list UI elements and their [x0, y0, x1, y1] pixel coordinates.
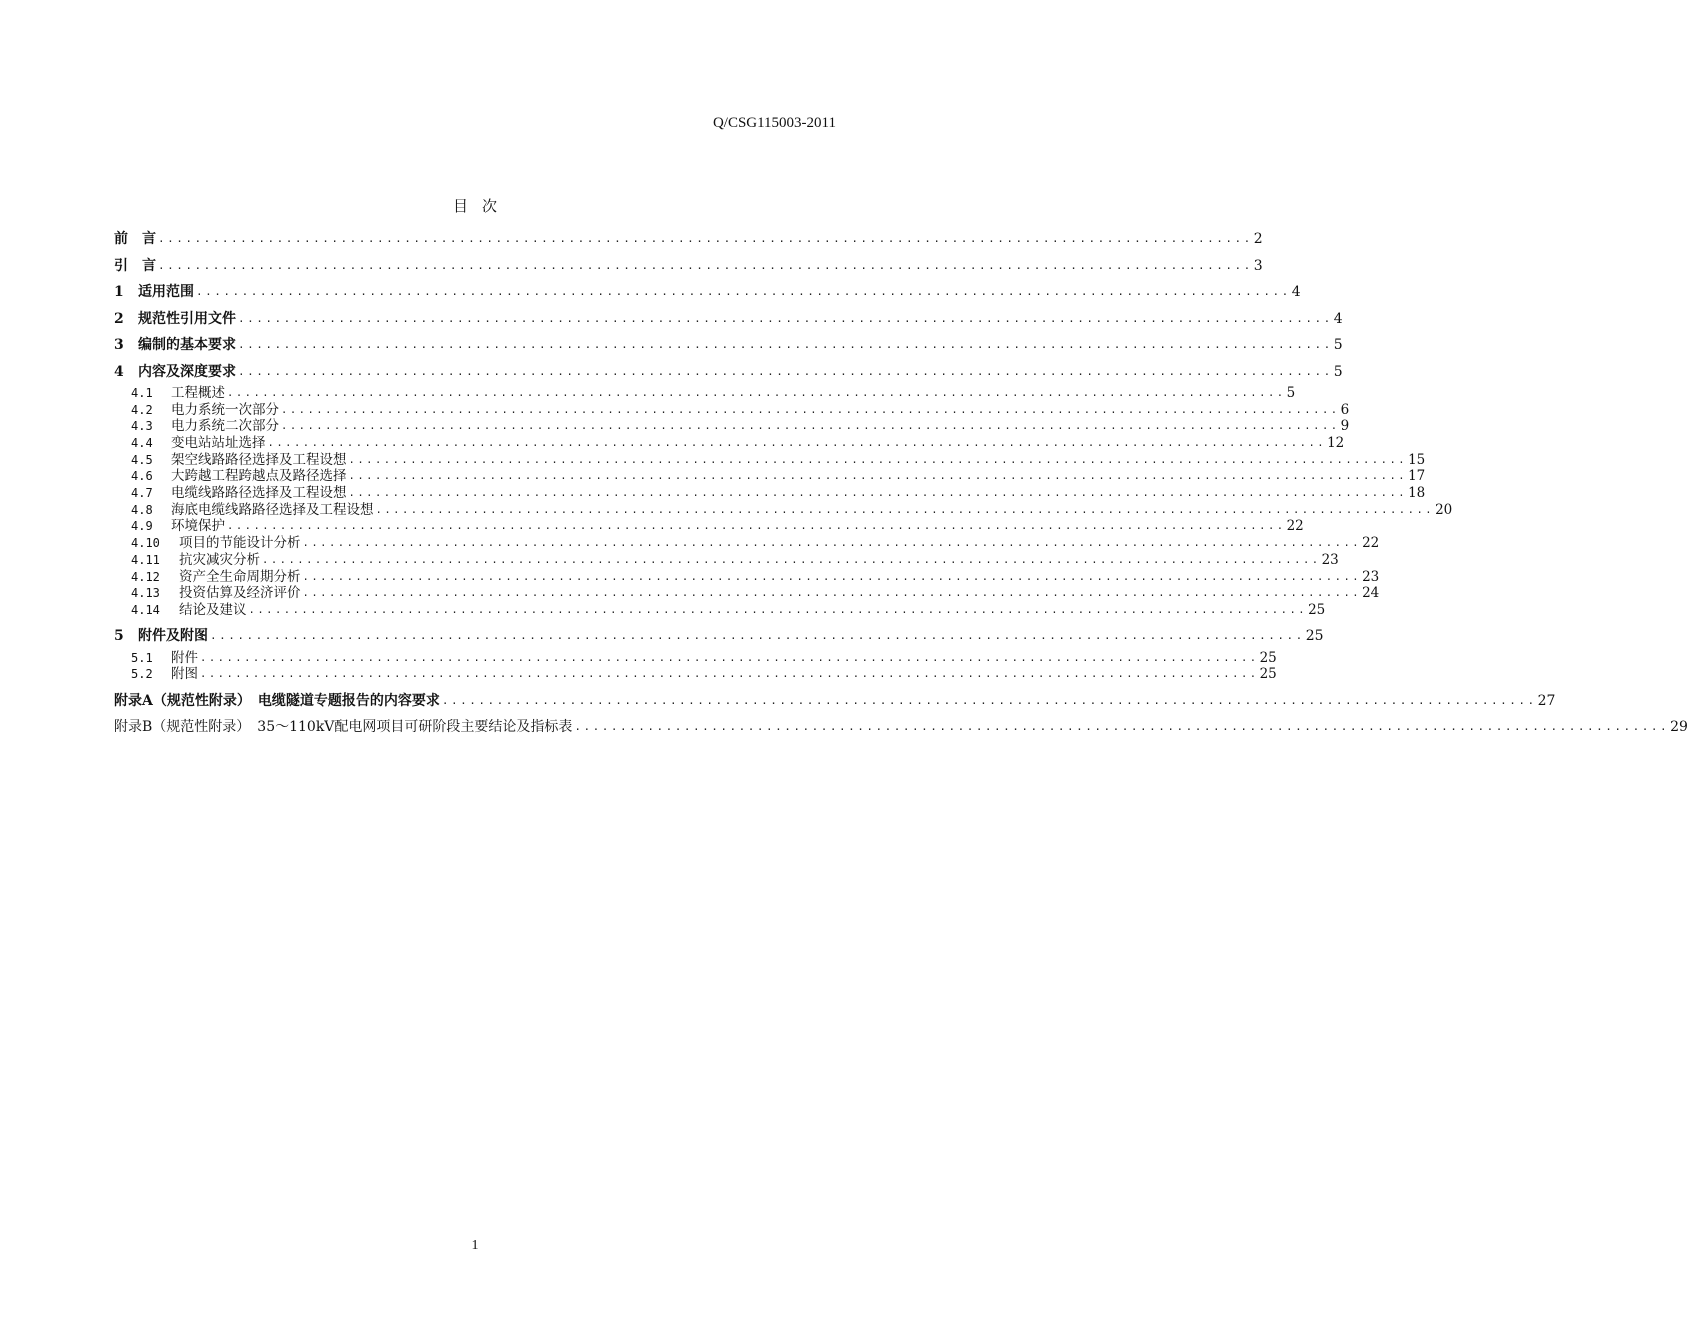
- toc-entry-4-4[interactable]: 4.4 变电站站址选择 ........................................................................................................................ 12: [131, 435, 1345, 452]
- toc-entry-4-7[interactable]: 4.7 电缆线路路径选择及工程设想 ........................................................................................................................ 18: [131, 485, 1426, 502]
- toc-entry-4-10[interactable]: 4.10 项目的节能设计分析 ........................................................................................................................ 22: [131, 535, 1380, 552]
- toc-subsection-group-4: [114, 384, 1453, 619]
- toc-entry-4-13[interactable]: 4.13 投资估算及经济评价 ........................................................................................................................ 24: [131, 585, 1380, 602]
- toc-entry-introduction[interactable]: 引 言 ........................................................................................................................ 3: [114, 257, 1263, 274]
- toc-entry-4-3[interactable]: 4.3 电力系统二次部分 ........................................................................................................................ 9: [131, 418, 1350, 435]
- toc-entry-4-6[interactable]: 4.6 大跨越工程跨越点及路径选择 ........................................................................................................................ 17: [131, 468, 1426, 485]
- toc-entry-5-2[interactable]: 5.2 附图 ........................................................................................................................ 25: [131, 666, 1277, 683]
- toc-entry-1[interactable]: 1 适用范围 ........................................................................................................................ 4: [114, 284, 1301, 300]
- toc-entry-4-2[interactable]: 4.2 电力系统一次部分 ........................................................................................................................ 6: [131, 401, 1350, 418]
- toc-entry-appendix-a[interactable]: 附录A（规范性附录） 电缆隧道专题报告的内容要求 ........................................................................................................................ 27: [114, 692, 1556, 709]
- toc-entry-4-8[interactable]: 4.8 海底电缆线路路径选择及工程设想 ........................................................................................................................ 20: [131, 501, 1453, 518]
- toc-entry-4-12[interactable]: 4.12 资产全生命周期分析 ........................................................................................................................ 23: [131, 568, 1380, 585]
- toc-entry-3[interactable]: 3 编制的基本要求 ........................................................................................................................ 5: [114, 337, 1343, 353]
- toc-entry-4-1[interactable]: 4.1 工程概述 ........................................................................................................................ 5: [131, 384, 1296, 401]
- toc-entry-4-5[interactable]: 4.5 架空线路路径选择及工程设想 ........................................................................................................................ 15: [131, 451, 1426, 468]
- toc-entry-5-1[interactable]: 5.1 附件 ........................................................................................................................ 25: [131, 649, 1277, 666]
- toc-entry-foreword[interactable]: 前 言 ........................................................................................................................ 2: [114, 231, 1263, 247]
- page-number: 1: [471, 1238, 479, 1253]
- table-of-contents: [114, 230, 1688, 745]
- toc-entry-appendix-b[interactable]: 附录B（规范性附录） 35～110kV配电网项目可研阶段主要结论及指标表 ........................................................................................................................ 29: [114, 719, 1688, 735]
- toc-entry-5[interactable]: 5 附件及附图 ........................................................................................................................ 25: [114, 628, 1324, 645]
- toc-subsection-group-5: [114, 649, 1277, 683]
- toc-entry-4-9[interactable]: 4.9 环境保护 ........................................................................................................................ 22: [131, 518, 1304, 535]
- document-code: Q/CSG115003-2011: [712, 115, 836, 131]
- toc-title: 目次: [452, 197, 511, 215]
- toc-entry-4-14[interactable]: 4.14 结论及建议 ........................................................................................................................ 25: [131, 601, 1326, 618]
- toc-entry-4[interactable]: 4 内容及深度要求 ........................................................................................................................ 5: [114, 363, 1343, 380]
- toc-entry-4-11[interactable]: 4.11 抗灾减灾分析 ........................................................................................................................ 23: [131, 551, 1339, 568]
- toc-entry-2[interactable]: 2 规范性引用文件 ........................................................................................................................ 4: [114, 310, 1343, 327]
